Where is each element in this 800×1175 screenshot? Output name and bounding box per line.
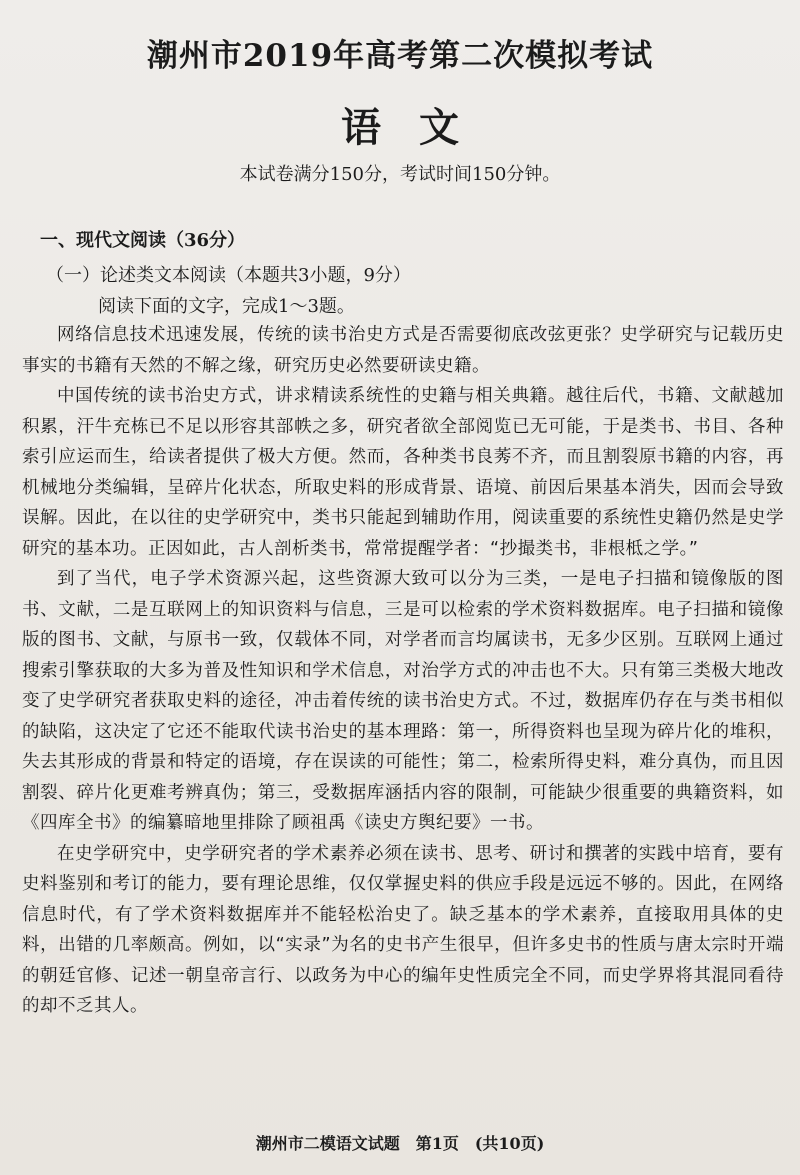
page-footer: 潮州市二模语文试题 第1页 (共10页) xyxy=(255,1134,545,1153)
exam-note: 本试卷满分150分，考试时间150分钟。 xyxy=(239,164,561,185)
passage-paragraph: 网络信息技术迅速发展，传统的读书治史方式是否需要彻底改弦更张？史学研究与记载历史事实的书籍有天然的不解之缘，研究历史必然要研读史籍。 xyxy=(22,325,784,376)
passage-paragraph: 到了当代，电子学术资源兴起，这些资源大致可以分为三类，一是电子扫描和镜像版的图书、文献，二是互联网上的知识资料与信息，三是可以检索的学术资料数据库。电子扫描和镜像版的图书、文献，与原书一致，仅载体不同，对学者而言均属读书，无多少区别。互联网上通过搜索引擎获取的大多为普及性知识和学术信息，对治学方式的冲击也不大。只有第三类极大地改变了史学研究者获取史料的途径，冲击着传统的读书治史方式。不过，数据库仍存在与类书相似的缺陷，这决定了它还不能取代读书治史的基本理路：第一，所得资料也呈现为碎片化的堆积，失去其形成的背景和特定的语境，存在误读的可能性；第二，检索所得史料，难分真伪，而且因割裂、碎片化更难考辨真伪；第三，受数据库涵括内容的限制，可能缺少很重要的典籍资料，如《四库全书》的编纂暗地里排除了顾祖禹《读史方舆纪要》一书。 xyxy=(22,569,784,833)
reading-passage xyxy=(22,320,784,1022)
section-heading: 一、现代文阅读（36分） xyxy=(40,230,246,251)
passage-paragraph: 在史学研究中，史学研究者的学术素养必须在读书、思考、研讨和撰著的实践中培育，要有史料鉴别和考订的能力，要有理论思维，仅仅掌握史料的供应手段是远远不够的。因此，在网络信息时代，有了学术资料数据库并不能轻松治史了。缺乏基本的学术素养，直接取用具体的史料，出错的几率颇高。例如，以“实录”为名的史书产生很早，但许多史书的性质与唐太宗时开端的朝廷官修、记述一朝皇帝言行、以政务为中心的编年史性质完全不同，而史学界将其混同看待的却不乏其人。 xyxy=(22,843,784,1016)
subject-title: 语文 xyxy=(341,104,497,151)
passage-paragraph: 中国传统的读书治史方式，讲求精读系统性的史籍与相关典籍。越往后代，书籍、文献越加积累，汗牛充栋已不足以形容其部帙之多，研究者欲全部阅览已无可能，于是类书、书目、各种索引应运而生，给读者提供了极大方便。然而，各种类书良莠不齐，而且割裂原书籍的内容，再机械地分类编辑，呈碎片化状态，所取史料的形成背景、语境、前因后果基本消失，因而会导致误解。因此，在以往的史学研究中，类书只能起到辅助作用，阅读重要的系统性史籍仍然是史学研究的基本功。正因如此，古人剖析类书，常常提醒学者：“抄撮类书，非根柢之学。” xyxy=(22,386,784,559)
exam-title: 潮州市2019年高考第二次模拟考试 xyxy=(146,38,654,74)
subsection-heading: （一）论述类文本阅读（本题共3小题，9分） xyxy=(46,265,411,286)
reading-instruction: 阅读下面的文字，完成1～3题。 xyxy=(98,296,355,317)
